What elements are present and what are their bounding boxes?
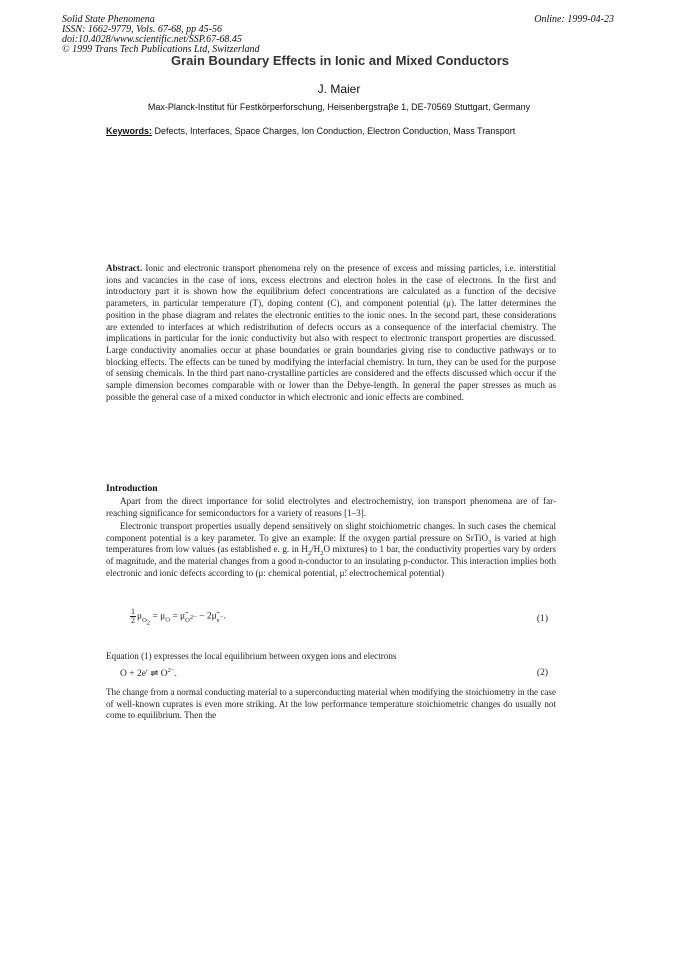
- journal-header: [62, 15, 260, 55]
- intro-paragraph-1: [106, 496, 556, 519]
- journal-name: Solid State Phenomena: [62, 14, 155, 25]
- affiliation: Max-Planck-Institut für Festkörperforschung, Heisenbergstraβe 1, DE-70569 Stuttgart, Germany: [147, 102, 531, 112]
- paper-title: Grain Boundary Effects in Ionic and Mixed Conductors: [170, 53, 510, 68]
- abstract-label: Abstract.: [106, 263, 143, 273]
- intro-para2-part-b: is varied at high temperatures from low values (as established e. g. in H: [106, 532, 556, 555]
- online-date: Online: 1999-04-23: [534, 14, 614, 25]
- intro-para2-sub-2: 2: [307, 550, 312, 558]
- doi-line[interactable]: doi:10.4028/www.scientific.net/SSP.67-68.45: [62, 34, 242, 45]
- intro-para2-part-a: Electronic transport properties usually depend sensitively on slight stoichiometric changes. In such cases the chemical component potential is a key parameter. To give an example: If the oxygen partial pressure on SrTiO: [106, 521, 556, 543]
- intro-para2-part-c: /H: [311, 544, 321, 555]
- intro-paragraph-3: [106, 687, 556, 722]
- copyright-line: © 1999 Trans Tech Publications Ltd, Switzerland: [62, 44, 260, 55]
- keywords-label: Keywords:: [106, 126, 153, 136]
- abstract: [106, 263, 556, 403]
- equation-1-expression: $\frac{1}{2}$ $\mu_{O_2} = \mu_O$ = $\mũ_{O^{2-}}$ − $2\mũ_{e^-}$.: [131, 607, 226, 626]
- equation-1-description-text: Equation (1) expresses the local equilibrium between oxygen ions and electrons: [106, 651, 397, 661]
- issn-line: ISSN: 1662-9779, Vols. 67-68, pp 45-56: [62, 24, 222, 35]
- intro-paragraph-2: [106, 521, 556, 580]
- equation-2-number: (2): [536, 668, 548, 678]
- equation-1-number: (1): [536, 614, 548, 624]
- author-name: J. Maier: [317, 82, 361, 96]
- intro-para3-text: The change from a normal conducting material to a superconducting material when modifying the stoichiometry in the case of well-known cuprates is even more striking. At the low performance temperature stoichiometric changes do usually not come to equilibrium. Then the: [106, 687, 556, 721]
- title-clipped: [150, 53, 530, 69]
- keywords-text: Defects, Interfaces, Space Charges, Ion Conduction, Electron Conduction, Mass Transport: [154, 126, 516, 136]
- equation-1-description: [106, 651, 556, 663]
- intro-para2-sub-3: 2: [320, 550, 324, 558]
- intro-para2-sub-1: 3: [488, 538, 492, 546]
- keywords: [106, 126, 556, 137]
- equation-2-expression: O + 2e′ ⇌ $O^{2-}$.: [120, 666, 177, 679]
- intro-para1-text: Apart from the direct importance for solid electrolytes and electrochemistry, ion transport phenomena are of far-reaching significance for semiconductors for a variety of reasons [1–3].: [106, 496, 556, 518]
- abstract-text: Ionic and electronic transport phenomena rely on the presence of excess and missing particles, i.e. interstitial ions and vacancies in the case of ions, excess electrons and electron holes in the case of electrons. In the first and introductory part it is shown how the equilibrium defect concentrations are calculated as a function of the decisive parameters, in particular temperature (T), doping content (C), and component potential (μ). The latter determines the position in the phase diagram and relates the electronic entities to the ionic ones. In the second part, these considerations are extended to interfaces at which redistribution of defects occurs as a consequence of the interfacial chemistry. The implications in particular for the ionic conductivity but also with respect to electronic transport properties are discussed. Large conductivity anomalies occur at phase boundaries or grain boundaries giving rise to conductive pathways or to blocking effects. The effects can be tuned by modifying the interfacial chemistry. In turn, they can be used for the purpose of sensing chemicals. In the third part nano-crystalline particles are considered and the effects discussed which occur if the sample dimension becomes comparable with or lower than the Debye-length. In general the paper stresses as much as possible the general case of a mixed conductor in which electronic and ionic effects are combined.: [106, 263, 557, 402]
- intro-para2-part-d: O mixtures) to 1 bar, the conductivity properties vary by orders of magnitude, and the material changes from a good n-conductor to an insulating p-conductor. This interaction implies both electronic and ionic defects according to (μ: chemical potential, μ̃: electrochemical potential): [106, 544, 556, 578]
- section-heading-introduction: Introduction: [106, 484, 158, 494]
